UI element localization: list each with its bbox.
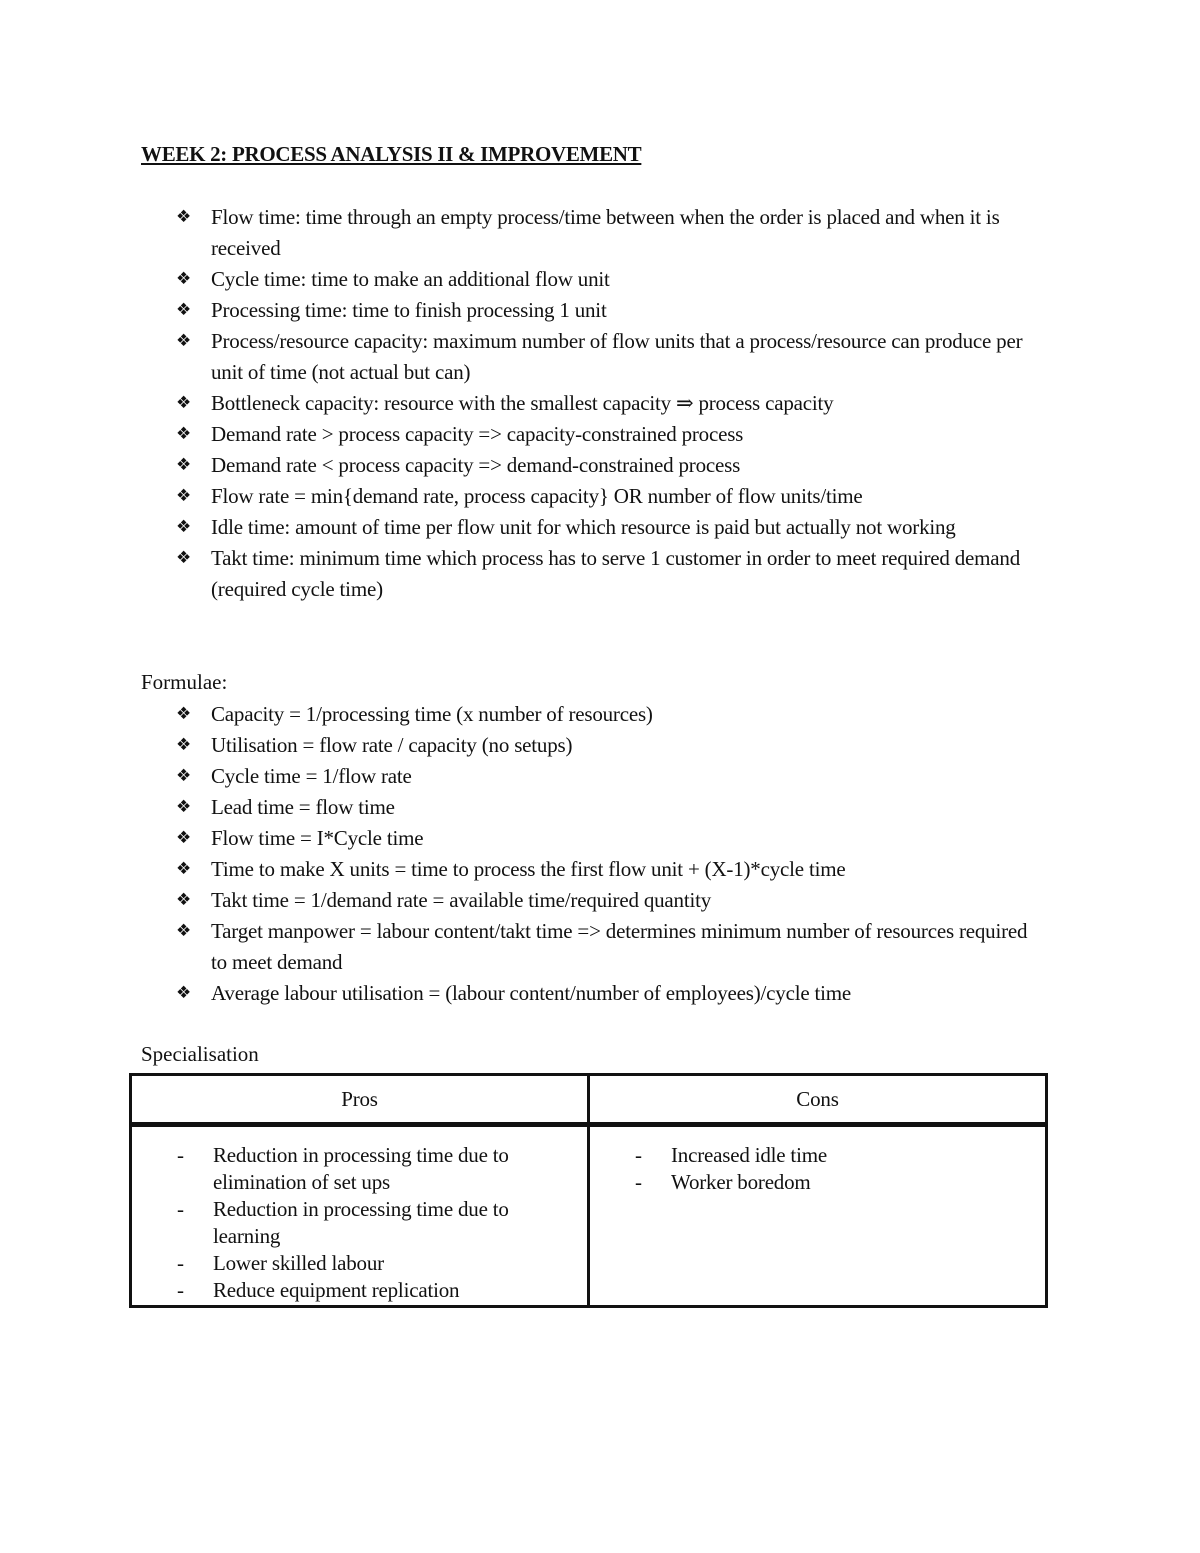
definition-item	[176, 543, 1046, 605]
diamond-bullet-icon: ❖	[176, 269, 192, 289]
definition-item	[176, 264, 1046, 295]
diamond-bullet-icon: ❖	[176, 331, 192, 351]
formula-item	[176, 792, 1046, 823]
pros-item-text: Reduction in processing time due to learning	[213, 1197, 509, 1248]
formula-item	[176, 885, 1046, 916]
definition-item-text: Processing time: time to finish processing 1 unit	[211, 298, 607, 322]
dash-bullet: -	[635, 1143, 642, 1167]
specialisation-table	[129, 1073, 1048, 1308]
formula-item-text: Cycle time = 1/flow rate	[211, 764, 412, 788]
pros-item-text: Lower skilled labour	[213, 1251, 384, 1275]
definition-item-text: Cycle time: time to make an additional flow unit	[211, 267, 610, 291]
formula-item	[176, 978, 1046, 1009]
definition-item-text: Process/resource capacity: maximum number of flow units that a process/resource can produce per unit of time (not actual but can)	[211, 329, 1023, 384]
definition-item-text: Flow time: time through an empty process/time between when the order is placed and when it is received	[211, 205, 1000, 260]
definition-item	[176, 202, 1046, 264]
definition-item	[176, 388, 1046, 419]
table-body-row	[131, 1125, 1047, 1307]
cons-list	[591, 1142, 1044, 1196]
diamond-bullet-icon: ❖	[176, 393, 192, 413]
formula-item	[176, 854, 1046, 885]
formula-item-text: Flow time = I*Cycle time	[211, 826, 424, 850]
formula-item	[176, 730, 1046, 761]
formulae-heading: Formulae:	[141, 670, 228, 694]
definition-item-text: Idle time: amount of time per flow unit for which resource is paid but actually not working	[211, 515, 956, 539]
definition-item-text: Takt time: minimum time which process has to serve 1 customer in order to meet required demand (required cycle time)	[211, 546, 1021, 601]
pros-cell	[131, 1125, 589, 1307]
definition-item-text: Demand rate < process capacity => demand-constrained process	[211, 453, 741, 477]
formula-item	[176, 823, 1046, 854]
definition-item	[176, 326, 1046, 388]
definition-item	[176, 295, 1046, 326]
formula-item-text: Lead time = flow time	[211, 795, 395, 819]
cons-item	[591, 1142, 1044, 1169]
diamond-bullet-icon: ❖	[176, 859, 192, 879]
formula-item-text: Utilisation = flow rate / capacity (no setups)	[211, 733, 573, 757]
definition-item	[176, 512, 1046, 543]
formula-item-text: Time to make X units = time to process the first flow unit + (X-1)*cycle time	[211, 857, 846, 881]
diamond-bullet-icon: ❖	[176, 735, 192, 755]
definition-item-text: Bottleneck capacity: resource with the smallest capacity ⇒ process capacity	[211, 391, 834, 415]
dash-bullet: -	[635, 1170, 642, 1194]
diamond-bullet-icon: ❖	[176, 517, 192, 537]
pros-item-text: Reduce equipment replication	[213, 1278, 460, 1302]
pros-header: Pros	[131, 1075, 589, 1125]
definition-item	[176, 481, 1046, 512]
diamond-bullet-icon: ❖	[176, 486, 192, 506]
pros-item-text: Reduction in processing time due to elimination of set ups	[213, 1143, 509, 1194]
formula-item-text: Capacity = 1/processing time (x number of resources)	[211, 702, 653, 726]
pros-item	[133, 1277, 586, 1304]
diamond-bullet-icon: ❖	[176, 207, 192, 227]
diamond-bullet-icon: ❖	[176, 300, 192, 320]
definition-item	[176, 419, 1046, 450]
cons-item-text: Worker boredom	[671, 1170, 811, 1194]
formula-item	[176, 761, 1046, 792]
pros-item	[133, 1196, 586, 1250]
formula-item	[176, 916, 1046, 978]
definition-item	[176, 450, 1046, 481]
definition-item-text: Demand rate > process capacity => capacity-constrained process	[211, 422, 744, 446]
specialisation-heading: Specialisation	[141, 1042, 259, 1066]
dash-bullet: -	[177, 1197, 184, 1221]
dash-bullet: -	[177, 1143, 184, 1167]
diamond-bullet-icon: ❖	[176, 797, 192, 817]
cons-header: Cons	[589, 1075, 1047, 1125]
cons-item	[591, 1169, 1044, 1196]
diamond-bullet-icon: ❖	[176, 828, 192, 848]
formula-item-text: Takt time = 1/demand rate = available time/required quantity	[211, 888, 712, 912]
diamond-bullet-icon: ❖	[176, 424, 192, 444]
diamond-bullet-icon: ❖	[176, 766, 192, 786]
pros-item	[133, 1250, 586, 1277]
cons-item-text: Increased idle time	[671, 1143, 827, 1167]
formula-item-text: Target manpower = labour content/takt time => determines minimum number of resources required to meet demand	[211, 919, 1028, 974]
diamond-bullet-icon: ❖	[176, 548, 192, 568]
diamond-bullet-icon: ❖	[176, 704, 192, 724]
page-title: WEEK 2: PROCESS ANALYSIS II & IMPROVEMENT	[141, 142, 642, 166]
formulae-list	[176, 699, 1046, 1009]
dash-bullet: -	[177, 1251, 184, 1275]
formula-item-text: Average labour utilisation = (labour content/number of employees)/cycle time	[211, 981, 852, 1005]
formula-item	[176, 699, 1046, 730]
pros-list	[133, 1142, 586, 1304]
cons-cell	[589, 1125, 1047, 1307]
definition-item-text: Flow rate = min{demand rate, process capacity} OR number of flow units/time	[211, 484, 863, 508]
diamond-bullet-icon: ❖	[176, 890, 192, 910]
pros-item	[133, 1142, 586, 1196]
table-header-row	[131, 1075, 1047, 1125]
diamond-bullet-icon: ❖	[176, 921, 192, 941]
diamond-bullet-icon: ❖	[176, 455, 192, 475]
dash-bullet: -	[177, 1278, 184, 1302]
definitions-list	[176, 202, 1046, 605]
diamond-bullet-icon: ❖	[176, 983, 192, 1003]
